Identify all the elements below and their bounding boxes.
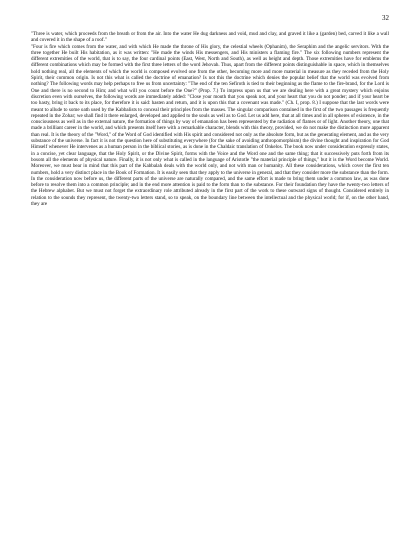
body-text: [31, 31, 389, 207]
paragraph: "Three is water, which proceeds from the breath or from the air. Into the water He dug darkness and void, mud and clay, and graved it like a (garden) bed, carved it like a wall and covered it in the shape of a roof.": [31, 31, 389, 44]
page-number: 32: [382, 14, 389, 22]
paragraph: "Four is fire which comes from the water, and with which He made the throne of His glory, the celestial wheels (Ophanim), the Seraphim and the angelic servitors. With the three together He built His habitation, as it was written: "He made the winds His messengers, and His ministers a flaming fire." The six following numbers represent the different extremities of the world, that is to say, the four cardinal points (East, West, North and South), as well as height and depth. Those extremities have for emblems the different combinations which may be formed with the first three letters of the word Jehovah. Thus, apart from the different points distinguishable in space, which in themselves hold nothing real, all the elements of which the world is composed evolved one from the other, becoming more and more material in measure as they receded from the Holy Spirit, their common origin. Is not this what is called the doctrine of emanation? Is not this the doctrine which denies the popular belief that the world was evolved from nothing? The following words may help perhaps to free us from uncertainty: "The end of the ten Sefiroth is tied to their beginning as the flame to the fire-brand, for the Lord is One and there is no second to Him; and what will you count before the One?" (Prop. 7.) To impress upon us that we are dealing here with a great mystery which enjoins discretion even with ourselves, the following words are immediately added: "Close your mouth that you speak not, and your heart that you do not ponder; and if your heart be too hasty, bring it back to its place, for therefore it is said: hasten and return, and it is upon this that a covenant was made." (Ch. I, prop. 8.) I suppose that the last words were meant to allude to some oath used by the Kabbalists to conceal their principles from the masses. The singular comparison contained in the first of the two passages is frequently repeated in the Zohar; we shall find it there enlarged, developed and applied to the souls as well as to God. Let us add here, that at all times and in all spheres of existence, in the consciousness as well as in the external nature, the formation of things by way of emanation has been represented by the radiation of flames or of light. Another theory, one that made a brilliant career in the world, and which presents itself here with a remarkable character, blends with this theory, provided, we do not make the distinction more apparent than real. It is the theory of the "Word," of the Word of God identified with His spirit and considered not only as the absolute form, but as the generating element, and as the very substance of the universe. In fact it is not the question here of substituting everywhere (for the sake of avoiding anthropomorphism) the divine thought and inspiration for God Himself whenever He intervenes as a human person in the biblical stories, as is done in the Chaldaic translation of Onkelos. The book now under consideration expressly states, in a concise, yet clear language, that the Holy Spirit, or the Divine Spirit, forms with the Voice and the Word one and the same thing; that it successively puts forth from its bosom all the elements of physical nature. Finally, it is not only what is called in the language of Aristotle "the material principle of things," but it is the Word become World. Moreover, we must bear in mind that this part of the Kabbalah deals with the world only, and not with man or humanity. All these considerations, which cover the first ten numbers, hold a very distinct place in the Book of Formation. It is easily seen that they apply to the universe in general, and that they consider more the substance than the form. In the consideration now before us, the different parts of the universe are naturally compared, and the same effort is made to bring them under a common law, as was done before to resolve them into a common principle; and in the end more attention is paid to the form than to the substance. For their foundation they have the twenty-two letters of the Hebrew alphabet. But we must not forget the extraordinary role attributed already in the first part of the work to these outward signs of thought. Considered entirely in relation to the sounds they represent, the twenty-two letters stand, so to speak, on the boundary line between the intellectual and the physical world; for if, on the other hand, they are: [31, 43, 389, 208]
